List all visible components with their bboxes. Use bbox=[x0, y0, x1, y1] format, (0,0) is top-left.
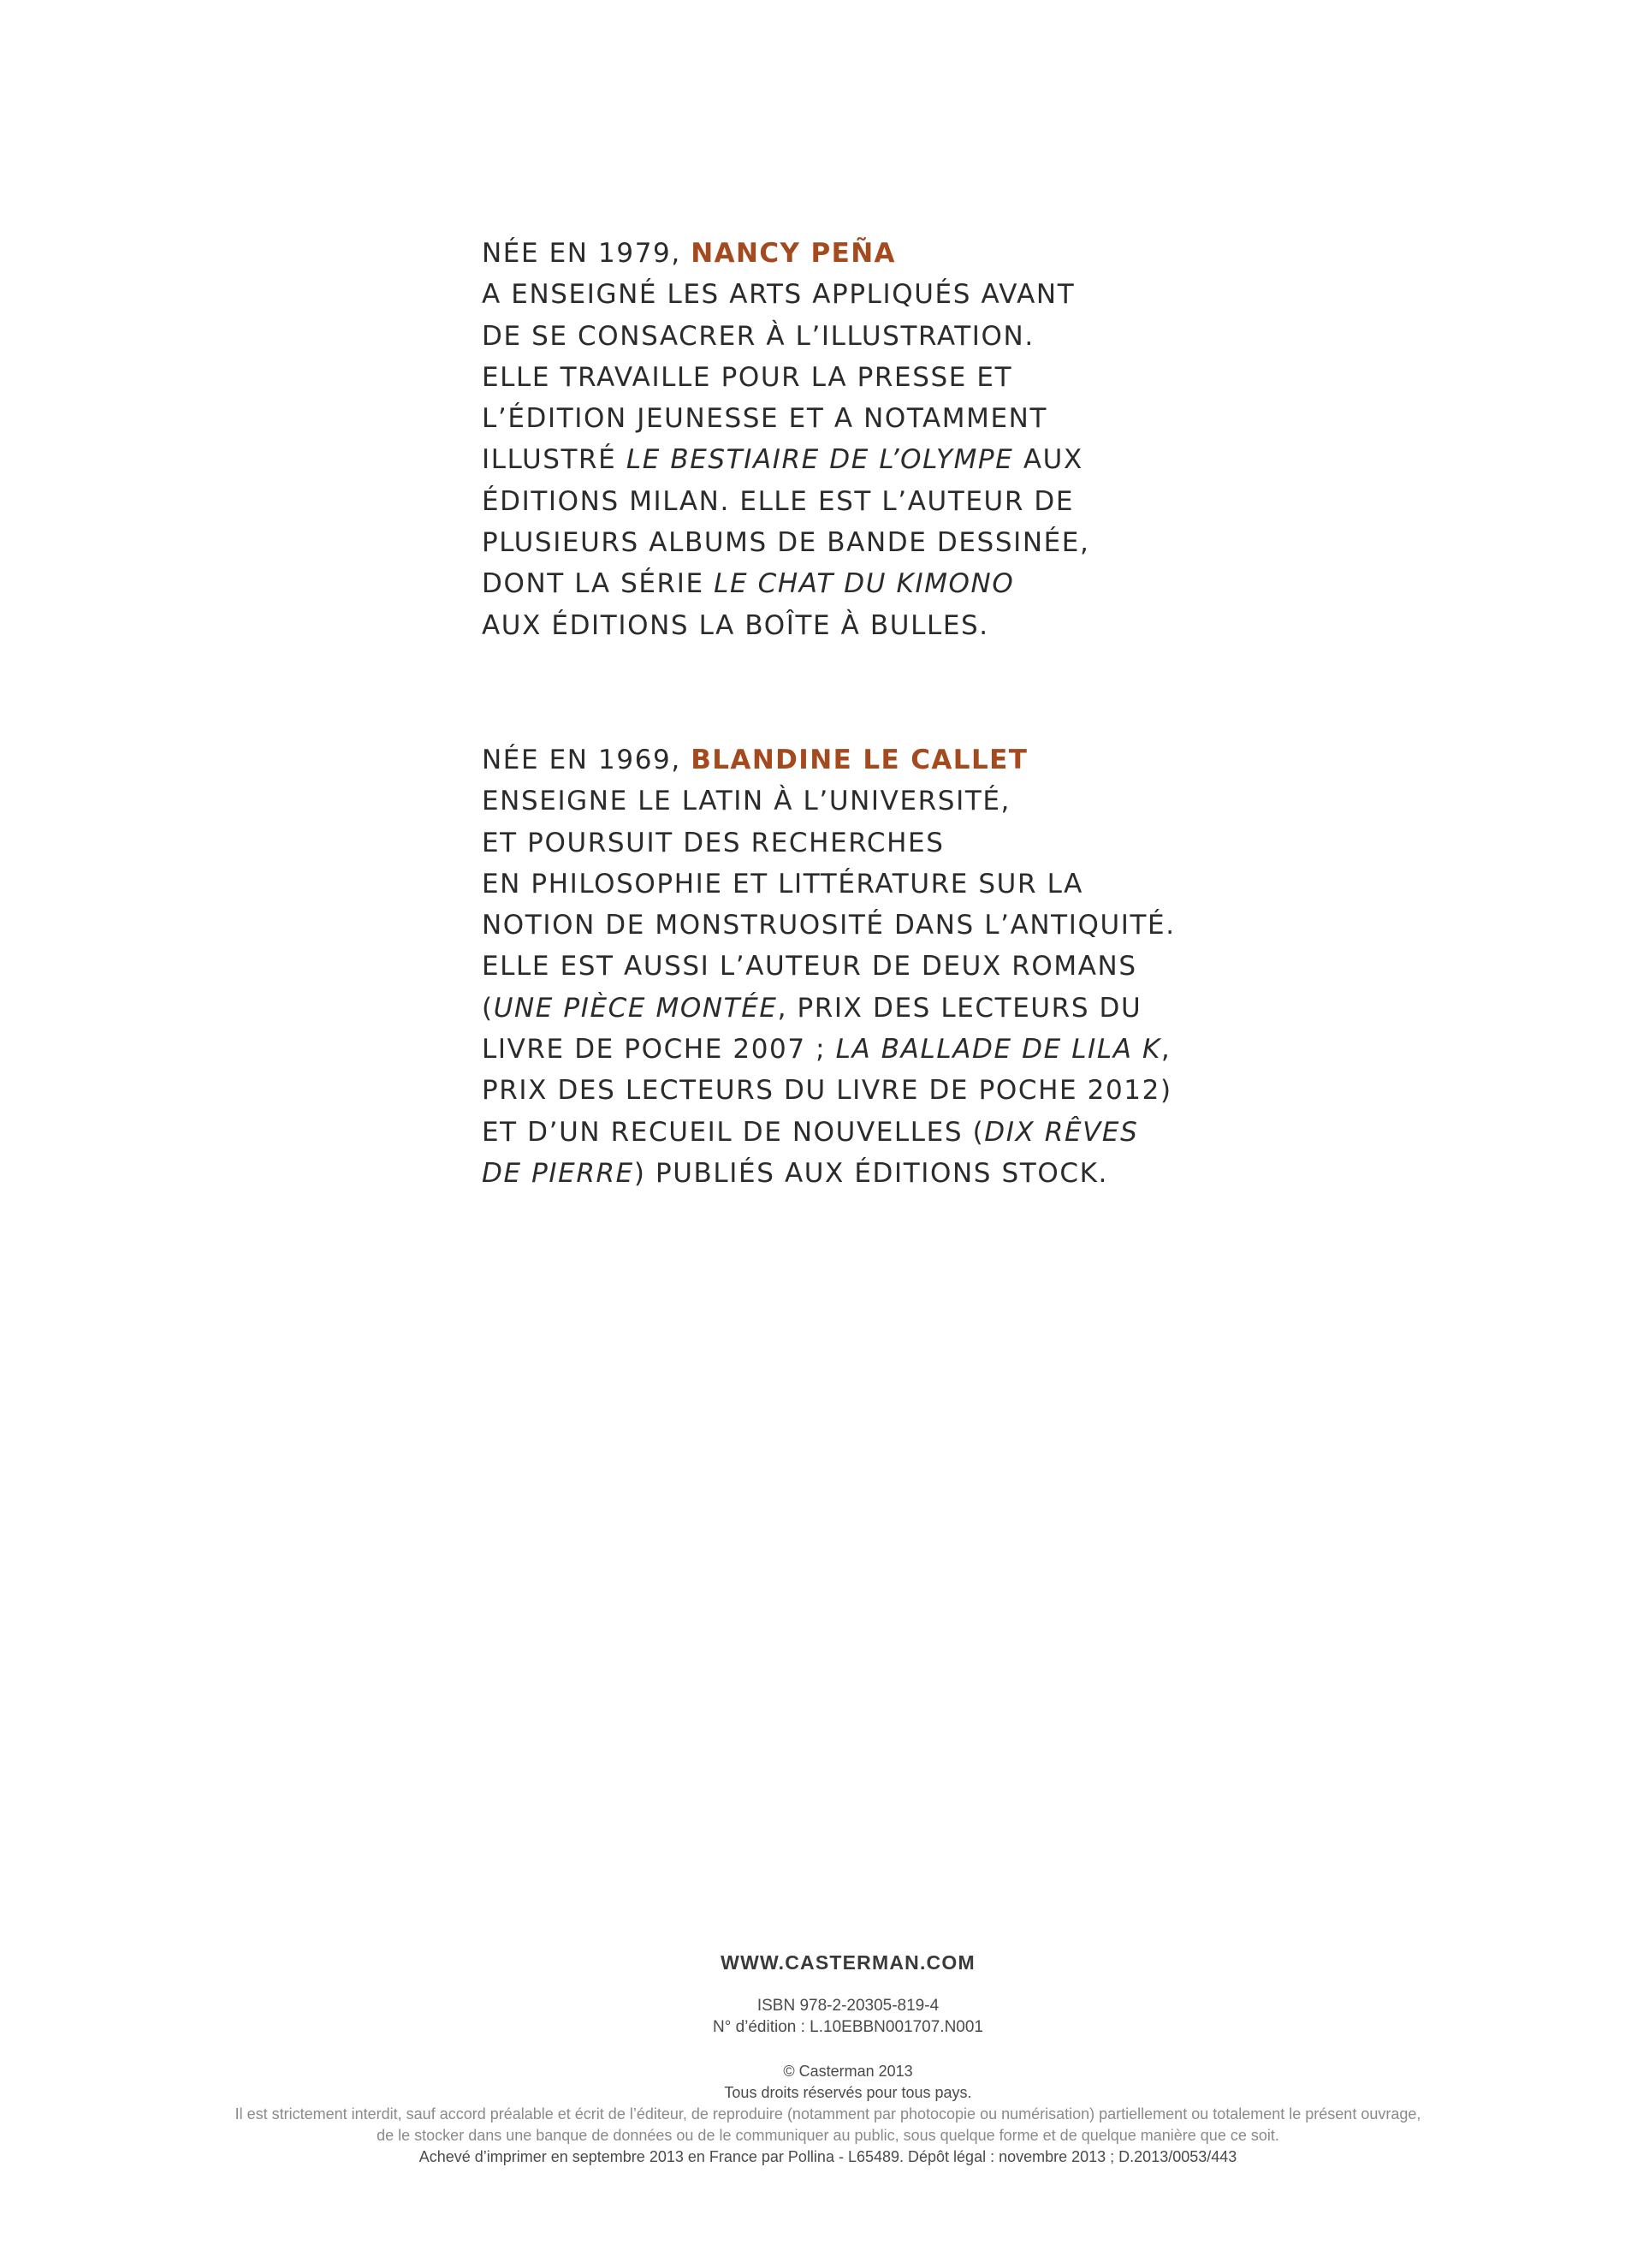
bio-line: ET POURSUIT DES RECHERCHES bbox=[482, 827, 945, 858]
bio-line: L’ÉDITION JEUNESSE ET A NOTAMMENT bbox=[482, 403, 1048, 435]
bio-line: DE SE CONSACRER À L’ILLUSTRATION. bbox=[482, 320, 1035, 352]
edition-number: N° d’édition : L.10EBBN001707.N001 bbox=[712, 2018, 984, 2036]
author-name: BLANDINE LE CALLET bbox=[691, 745, 1029, 775]
book-title: UNE PIÈCE MONTÉE bbox=[493, 992, 778, 1024]
book-title: LE BESTIAIRE DE L’OLYMPE bbox=[626, 444, 1014, 476]
bio-line: (UNE PIÈCE MONTÉE, PRIX DES LECTEURS DU bbox=[482, 992, 1142, 1024]
bio-line: ET D’UN RECUEIL DE NOUVELLES (DIX RÊVES bbox=[482, 1116, 1139, 1148]
bio-line: ILLUSTRÉ LE BESTIAIRE DE L’OLYMPE AUX bbox=[482, 444, 1083, 476]
reproduction-notice: Il est strictement interdit, sauf accord préalable et écrit de l’éditeur, de reproduire (notamment par photocopie ou numérisation) partiellement ou totalement le présent ouvrage, bbox=[234, 2105, 1421, 2123]
book-title: LE CHAT DU KIMONO bbox=[714, 568, 1015, 600]
bio-line: ENSEIGNE LE LATIN À L’UNIVERSITÉ, bbox=[482, 786, 1011, 817]
bio-line: NÉE EN 1969, BLANDINE LE CALLET bbox=[482, 745, 1029, 775]
bio-line: DONT LA SÉRIE LE CHAT DU KIMONO bbox=[482, 568, 1015, 600]
isbn-block bbox=[0, 1995, 1643, 2038]
rights-reserved: Tous droits réservés pour tous pays. bbox=[724, 2084, 972, 2101]
bio-line: PRIX DES LECTEURS DU LIVRE DE POCHE 2012) bbox=[482, 1075, 1172, 1107]
bio-line: ÉDITIONS MILAN. ELLE EST L’AUTEUR DE bbox=[482, 485, 1075, 517]
legal-notice bbox=[0, 2061, 1643, 2168]
bio-line: NÉE EN 1979, NANCY PEÑA bbox=[482, 238, 896, 269]
bio-line: A ENSEIGNÉ LES ARTS APPLIQUÉS AVANT bbox=[482, 279, 1076, 311]
bio-line: ELLE EST AUSSI L’AUTEUR DE DEUX ROMANS bbox=[482, 951, 1137, 983]
bio-line: LIVRE DE POCHE 2007 ; LA BALLADE DE LILA K, bbox=[482, 1034, 1171, 1066]
author-bio-nancy-pena bbox=[482, 233, 1509, 646]
bio-line: ELLE TRAVAILLE POUR LA PRESSE ET bbox=[482, 361, 1013, 393]
bio-line: EN PHILOSOPHIE ET LITTÉRATURE SUR LA bbox=[482, 868, 1083, 899]
copyright: © Casterman 2013 bbox=[783, 2063, 913, 2080]
publisher-website: WWW.CASTERMAN.COM bbox=[721, 1951, 976, 1974]
book-title: LA BALLADE DE LILA K bbox=[835, 1034, 1161, 1066]
author-name: NANCY PEÑA bbox=[691, 238, 896, 269]
storage-notice: de le stocker dans une banque de données ou de le communiquer au public, sous quelque forme et de quelque manière que ce soit. bbox=[377, 2127, 1279, 2144]
bio-line: DE PIERRE) PUBLIÉS AUX ÉDITIONS STOCK. bbox=[482, 1157, 1108, 1189]
bio-line: AUX ÉDITIONS LA BOÎTE À BULLES. bbox=[482, 609, 989, 641]
isbn: ISBN 978-2-20305-819-4 bbox=[756, 1997, 940, 2015]
book-title: DE PIERRE bbox=[482, 1157, 634, 1189]
author-bio-blandine-le-callet bbox=[482, 739, 1509, 1194]
bio-line: NOTION DE MONSTRUOSITÉ DANS L’ANTIQUITÉ. bbox=[482, 910, 1176, 941]
book-title: DIX RÊVES bbox=[984, 1116, 1139, 1148]
bio-line: PLUSIEURS ALBUMS DE BANDE DESSINÉE, bbox=[482, 527, 1090, 559]
printing-info: Achevé d’imprimer en septembre 2013 en France par Pollina - L65489. Dépôt légal : novembre 2013 ; D.2013/0053/443 bbox=[418, 2148, 1237, 2165]
